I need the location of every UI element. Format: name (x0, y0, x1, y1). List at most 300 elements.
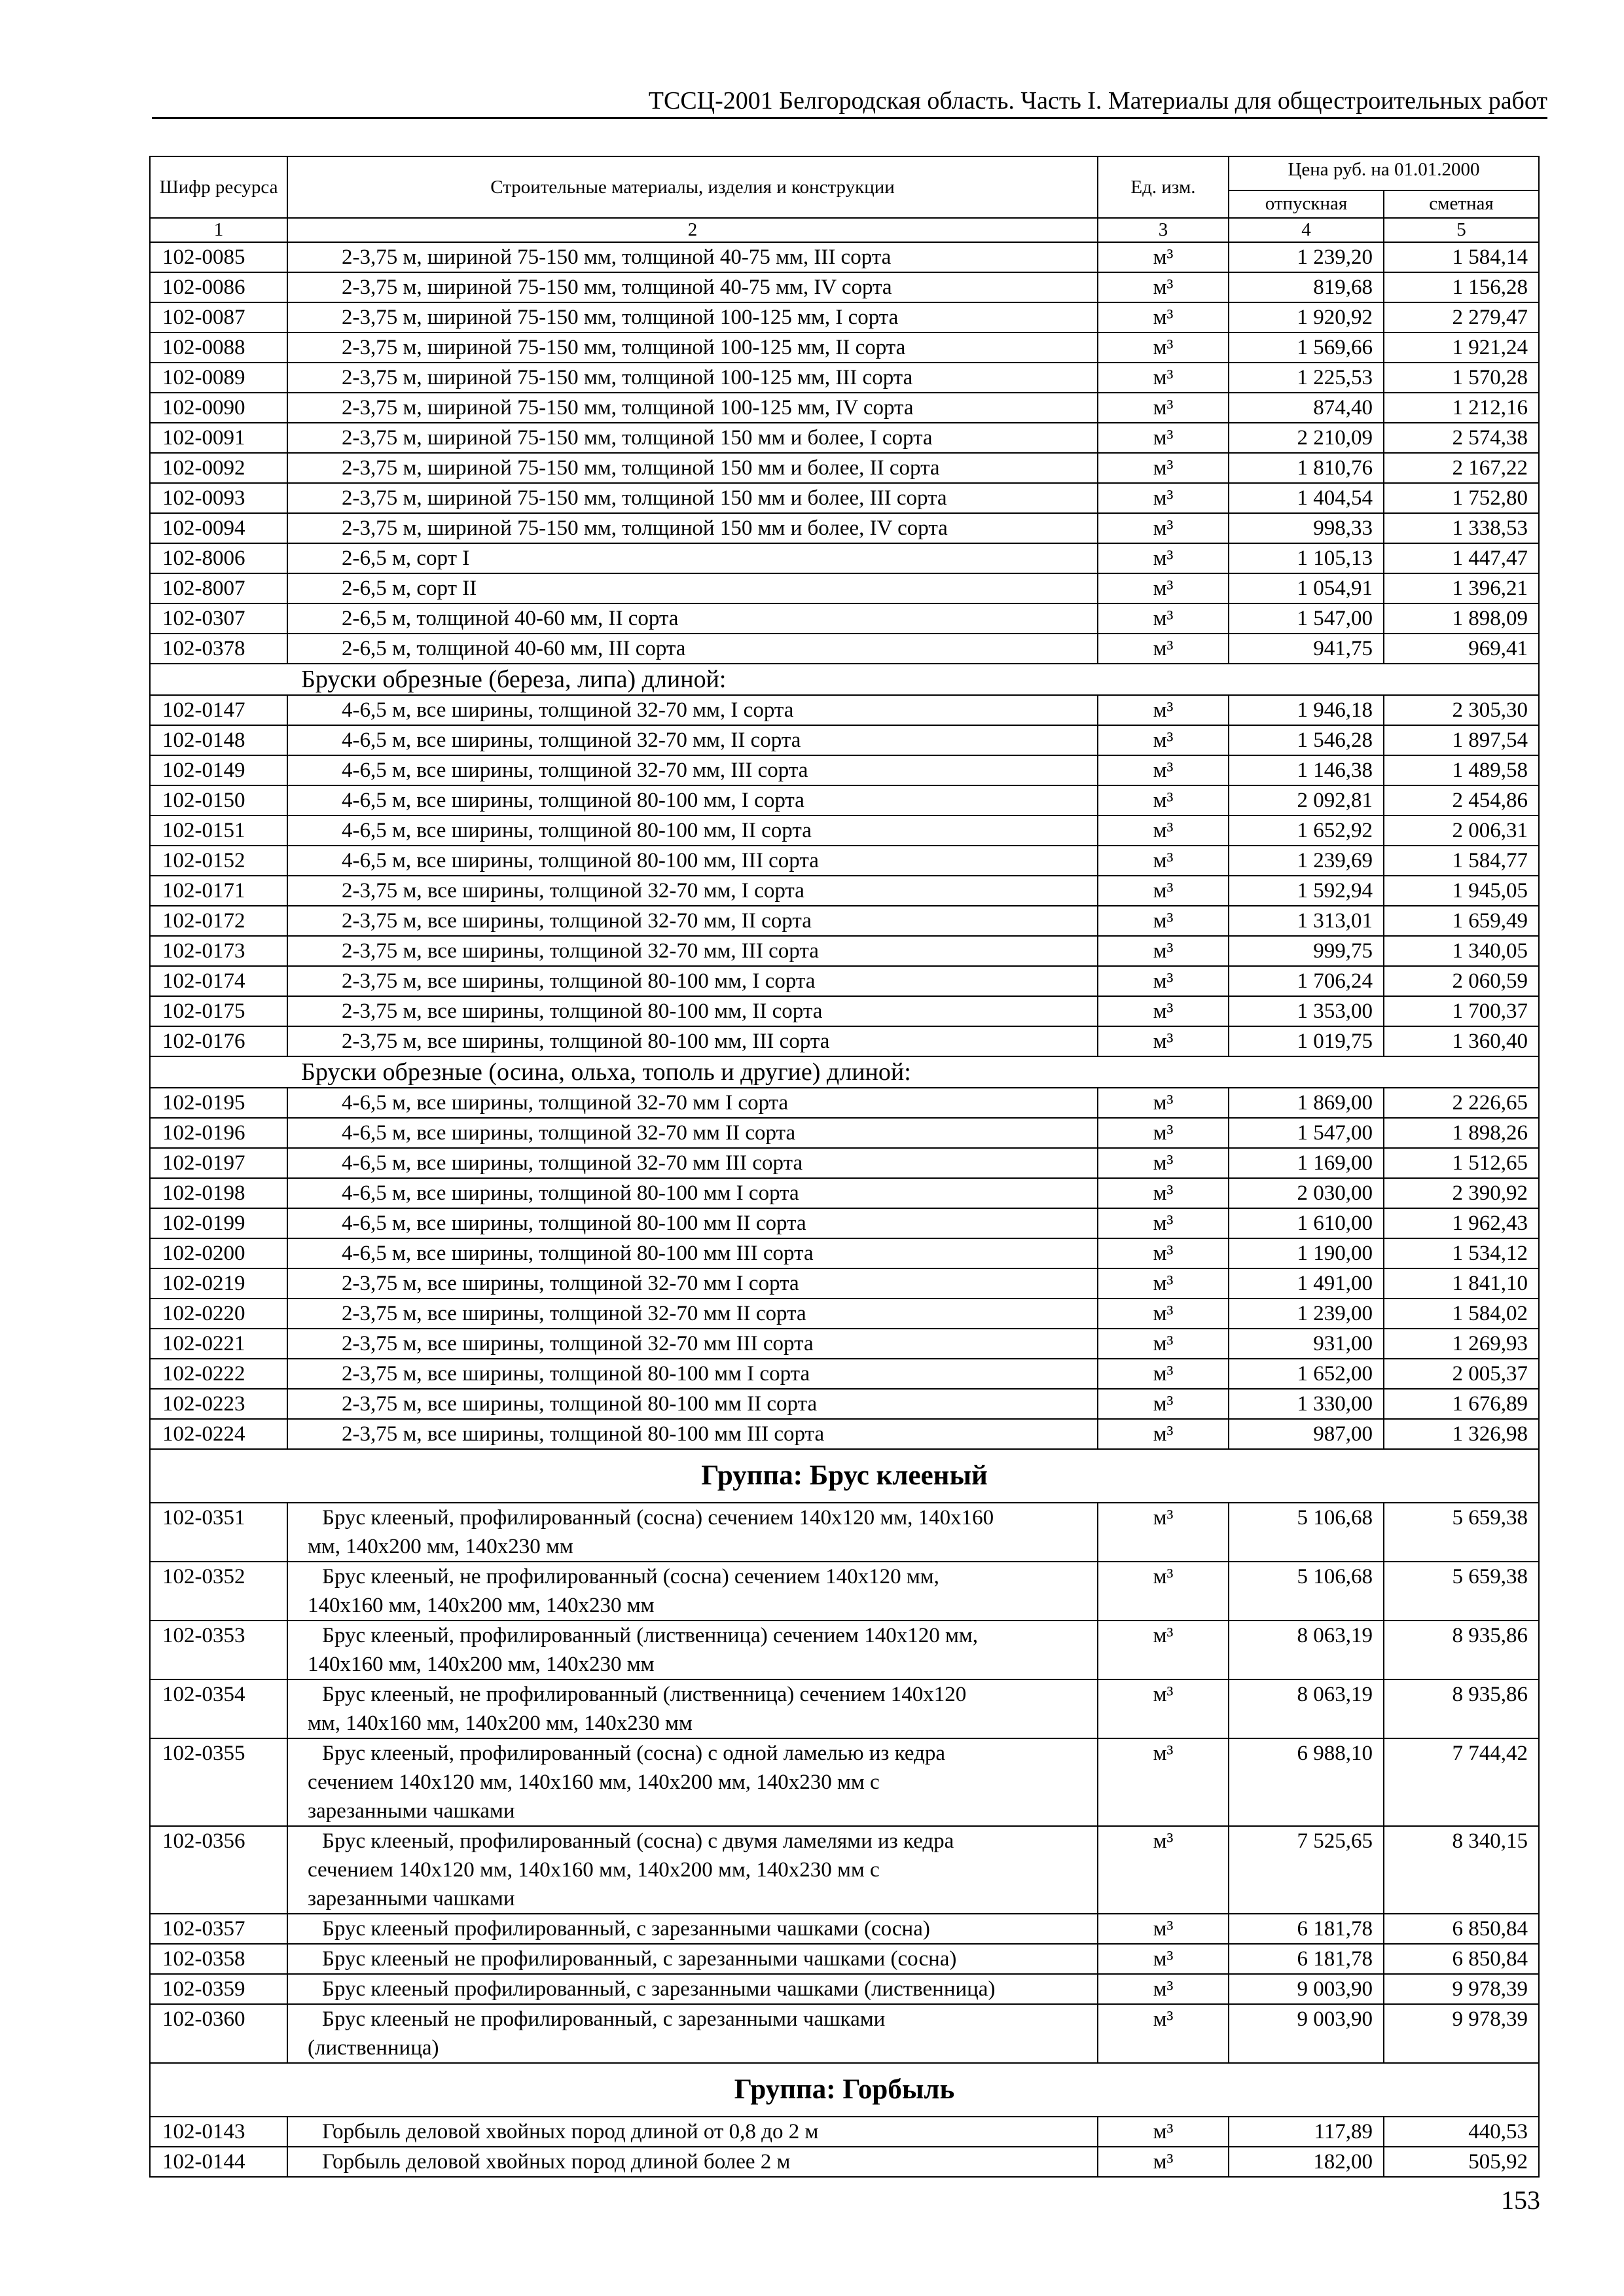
resource-code: 102-0352 (150, 1562, 287, 1621)
unit-of-measure: м³ (1098, 1329, 1229, 1359)
resource-code: 102-0174 (150, 966, 287, 996)
resource-code: 102-0173 (150, 936, 287, 966)
table-row (150, 996, 1539, 1026)
description-line: Брус клееный, профилированный (сосна) с двумя ламелями из кедра (322, 1829, 954, 1853)
unit-of-measure: м³ (1098, 453, 1229, 483)
unit-of-measure: м³ (1098, 695, 1229, 725)
material-description: 2-3,75 м, шириной 75-150 мм, толщиной 150 мм и более, I сорта (287, 423, 1098, 453)
release-price: 6 181,78 (1229, 1914, 1384, 1944)
release-price: 1 239,69 (1229, 846, 1384, 876)
estimate-price: 2 305,30 (1384, 695, 1539, 725)
resource-code: 102-0353 (150, 1621, 287, 1679)
unit-of-measure: м³ (1098, 1914, 1229, 1944)
resource-code: 102-0223 (150, 1389, 287, 1419)
table-row (150, 2147, 1539, 2177)
header-rule (152, 117, 1547, 119)
resource-code: 102-0171 (150, 876, 287, 906)
unit-of-measure: м³ (1098, 1974, 1229, 2004)
release-price: 1 610,00 (1229, 1208, 1384, 1238)
resource-code: 102-0143 (150, 2117, 287, 2147)
estimate-price: 1 897,54 (1384, 725, 1539, 755)
table-row (150, 1914, 1539, 1944)
table-row (150, 423, 1539, 453)
table-row (150, 1679, 1539, 1738)
release-price: 1 169,00 (1229, 1148, 1384, 1178)
description-line: мм, 140х160 мм, 140х200 мм, 140х230 мм (308, 1712, 693, 1735)
material-description: 2-3,75 м, все ширины, толщиной 80-100 мм I сорта (287, 1359, 1098, 1389)
table-row (150, 1503, 1539, 1562)
material-description: 4-6,5 м, все ширины, толщиной 32-70 мм, I сорта (287, 695, 1098, 725)
resource-code: 102-0224 (150, 1419, 287, 1449)
estimate-price: 2 005,37 (1384, 1359, 1539, 1389)
table-row (150, 603, 1539, 634)
estimate-price: 8 935,86 (1384, 1621, 1539, 1679)
column-numbers-row (150, 218, 1539, 242)
description-line: Брус клееный, профилированный (сосна) сечением 140х120 мм, 140х160 (322, 1506, 994, 1530)
description-line: Горбыль деловой хвойных пород длиной более 2 м (322, 2150, 791, 2174)
material-description (287, 1679, 1098, 1738)
unit-of-measure: м³ (1098, 816, 1229, 846)
header-price: Цена руб. на 01.01.2000 (1229, 156, 1539, 190)
table-row (150, 695, 1539, 725)
material-description: 2-3,75 м, шириной 75-150 мм, толщиной 100-125 мм, II сорта (287, 332, 1098, 363)
table-row (150, 1148, 1539, 1178)
subheading: Бруски обрезные (осина, ольха, тополь и другие) длиной: (150, 1056, 1539, 1088)
release-price: 8 063,19 (1229, 1621, 1384, 1679)
material-description: 2-6,5 м, сорт II (287, 573, 1098, 603)
table-row (150, 1208, 1539, 1238)
estimate-price: 1 676,89 (1384, 1389, 1539, 1419)
description-line: мм, 140х200 мм, 140х230 мм (308, 1535, 573, 1558)
resource-code: 102-0198 (150, 1178, 287, 1208)
resource-code: 102-0144 (150, 2147, 287, 2177)
table-row (150, 1118, 1539, 1148)
resource-code: 102-0195 (150, 1088, 287, 1118)
release-price: 931,00 (1229, 1329, 1384, 1359)
resource-code: 102-0360 (150, 2004, 287, 2063)
release-price: 5 106,68 (1229, 1503, 1384, 1562)
release-price: 1 313,01 (1229, 906, 1384, 936)
release-price: 874,40 (1229, 393, 1384, 423)
table-row (150, 1268, 1539, 1299)
resource-code: 102-0221 (150, 1329, 287, 1359)
resource-code: 102-0222 (150, 1359, 287, 1389)
description-line: 140х160 мм, 140х200 мм, 140х230 мм (308, 1653, 655, 1676)
unit-of-measure: м³ (1098, 1679, 1229, 1738)
unit-of-measure: м³ (1098, 302, 1229, 332)
table-row (150, 1738, 1539, 1826)
release-price: 9 003,90 (1229, 1974, 1384, 2004)
header-code: Шифр ресурса (150, 156, 287, 218)
table-row (150, 272, 1539, 302)
release-price: 1 706,24 (1229, 966, 1384, 996)
resource-code: 102-0092 (150, 453, 287, 483)
material-description: 2-3,75 м, все ширины, толщиной 32-70 мм I сорта (287, 1268, 1098, 1299)
estimate-price: 1 512,65 (1384, 1148, 1539, 1178)
material-description: 2-3,75 м, все ширины, толщиной 80-100 мм, II сорта (287, 996, 1098, 1026)
description-line: сечением 140х120 мм, 140х160 мм, 140х200 мм, 140х230 мм с (308, 1858, 880, 1882)
table-row (150, 2117, 1539, 2147)
table-row (150, 393, 1539, 423)
release-price: 1 019,75 (1229, 1026, 1384, 1056)
estimate-price: 2 006,31 (1384, 816, 1539, 846)
release-price: 1 546,28 (1229, 725, 1384, 755)
resource-code: 102-8006 (150, 543, 287, 573)
release-price: 5 106,68 (1229, 1562, 1384, 1621)
material-description: 2-3,75 м, шириной 75-150 мм, толщиной 100-125 мм, III сорта (287, 363, 1098, 393)
table-row (150, 936, 1539, 966)
resource-code: 102-0150 (150, 785, 287, 816)
unit-of-measure: м³ (1098, 906, 1229, 936)
estimate-price: 1 212,16 (1384, 393, 1539, 423)
material-description: 2-3,75 м, все ширины, толщиной 32-70 мм II сорта (287, 1299, 1098, 1329)
material-description (287, 2147, 1098, 2177)
resource-code: 102-0175 (150, 996, 287, 1026)
unit-of-measure: м³ (1098, 1419, 1229, 1449)
release-price: 1 353,00 (1229, 996, 1384, 1026)
material-description: 2-6,5 м, сорт I (287, 543, 1098, 573)
description-line: Брус клееный, не профилированный (сосна) сечением 140х120 мм, (322, 1565, 939, 1588)
unit-of-measure: м³ (1098, 2117, 1229, 2147)
release-price: 1 404,54 (1229, 483, 1384, 513)
unit-of-measure: м³ (1098, 1118, 1229, 1148)
release-price: 999,75 (1229, 936, 1384, 966)
material-description (287, 1974, 1098, 2004)
material-description: 4-6,5 м, все ширины, толщиной 80-100 мм, I сорта (287, 785, 1098, 816)
table-row (150, 1359, 1539, 1389)
group-heading: Группа: Горбыль (150, 2063, 1539, 2117)
release-price: 1 330,00 (1229, 1389, 1384, 1419)
page-header-title: ТССЦ-2001 Белгородская область. Часть I. Материалы для общестроительных работ (648, 87, 1547, 115)
estimate-price: 6 850,84 (1384, 1944, 1539, 1974)
release-price: 1 054,91 (1229, 573, 1384, 603)
column-number: 3 (1098, 218, 1229, 242)
table-row (150, 483, 1539, 513)
material-description: 2-6,5 м, толщиной 40-60 мм, III сорта (287, 634, 1098, 664)
resource-code: 102-0196 (150, 1118, 287, 1148)
header-price-release: отпускная (1229, 190, 1384, 218)
column-number: 4 (1229, 218, 1384, 242)
resource-code: 102-0087 (150, 302, 287, 332)
estimate-price: 1 396,21 (1384, 573, 1539, 603)
estimate-price: 1 534,12 (1384, 1238, 1539, 1268)
estimate-price: 5 659,38 (1384, 1562, 1539, 1621)
resource-code: 102-0089 (150, 363, 287, 393)
resource-code: 102-0147 (150, 695, 287, 725)
price-table-container (149, 156, 1538, 2178)
table-row (150, 1088, 1539, 1118)
table-row (150, 1238, 1539, 1268)
header-unit: Ед. изм. (1098, 156, 1229, 218)
table-row (150, 846, 1539, 876)
estimate-price: 1 360,40 (1384, 1026, 1539, 1056)
header-name: Строительные материалы, изделия и конструкции (287, 156, 1098, 218)
column-number: 2 (287, 218, 1098, 242)
table-row (150, 302, 1539, 332)
estimate-price: 1 898,09 (1384, 603, 1539, 634)
table-row (150, 785, 1539, 816)
unit-of-measure: м³ (1098, 1359, 1229, 1389)
estimate-price: 7 744,42 (1384, 1738, 1539, 1826)
estimate-price: 2 390,92 (1384, 1178, 1539, 1208)
release-price: 1 946,18 (1229, 695, 1384, 725)
unit-of-measure: м³ (1098, 543, 1229, 573)
estimate-price: 8 340,15 (1384, 1826, 1539, 1914)
description-line: сечением 140х120 мм, 140х160 мм, 140х200 мм, 140х230 мм с (308, 1770, 880, 1794)
release-price: 1 869,00 (1229, 1088, 1384, 1118)
resource-code: 102-0220 (150, 1299, 287, 1329)
unit-of-measure: м³ (1098, 483, 1229, 513)
release-price: 1 239,00 (1229, 1299, 1384, 1329)
table-row (150, 513, 1539, 543)
resource-code: 102-0149 (150, 755, 287, 785)
unit-of-measure: м³ (1098, 785, 1229, 816)
page-header (152, 82, 1547, 119)
resource-code: 102-0197 (150, 1148, 287, 1178)
resource-code: 102-0357 (150, 1914, 287, 1944)
resource-code: 102-0199 (150, 1208, 287, 1238)
resource-code: 102-0354 (150, 1679, 287, 1738)
resource-code: 102-0200 (150, 1238, 287, 1268)
unit-of-measure: м³ (1098, 242, 1229, 272)
material-description: 2-3,75 м, шириной 75-150 мм, толщиной 40-75 мм, IV сорта (287, 272, 1098, 302)
unit-of-measure: м³ (1098, 1738, 1229, 1826)
resource-code: 102-0359 (150, 1974, 287, 2004)
estimate-price: 1 752,80 (1384, 483, 1539, 513)
unit-of-measure: м³ (1098, 2147, 1229, 2177)
release-price: 819,68 (1229, 272, 1384, 302)
release-price: 117,89 (1229, 2117, 1384, 2147)
material-description (287, 1503, 1098, 1562)
resource-code: 102-0094 (150, 513, 287, 543)
estimate-price: 1 269,93 (1384, 1329, 1539, 1359)
table-row (150, 1944, 1539, 1974)
estimate-price: 1 156,28 (1384, 272, 1539, 302)
estimate-price: 2 279,47 (1384, 302, 1539, 332)
unit-of-measure: м³ (1098, 272, 1229, 302)
resource-code: 102-0172 (150, 906, 287, 936)
material-description: 2-3,75 м, все ширины, толщиной 32-70 мм, I сорта (287, 876, 1098, 906)
unit-of-measure: м³ (1098, 1503, 1229, 1562)
estimate-price: 2 060,59 (1384, 966, 1539, 996)
estimate-price: 2 574,38 (1384, 423, 1539, 453)
table-row (150, 543, 1539, 573)
resource-code: 102-0351 (150, 1503, 287, 1562)
release-price: 6 181,78 (1229, 1944, 1384, 1974)
estimate-price: 1 659,49 (1384, 906, 1539, 936)
estimate-price: 1 898,26 (1384, 1118, 1539, 1148)
table-row (150, 1389, 1539, 1419)
material-description: 2-6,5 м, толщиной 40-60 мм, II сорта (287, 603, 1098, 634)
material-description (287, 1562, 1098, 1621)
table-row (150, 876, 1539, 906)
unit-of-measure: м³ (1098, 996, 1229, 1026)
estimate-price: 2 454,86 (1384, 785, 1539, 816)
table-row (150, 1299, 1539, 1329)
material-description: 2-3,75 м, все ширины, толщиной 80-100 мм, I сорта (287, 966, 1098, 996)
release-price: 6 988,10 (1229, 1738, 1384, 1826)
release-price: 1 592,94 (1229, 876, 1384, 906)
material-description (287, 1738, 1098, 1826)
release-price: 1 547,00 (1229, 1118, 1384, 1148)
material-description (287, 1944, 1098, 1974)
description-line: Брус клееный, профилированный (лиственница) сечением 140х120 мм, (322, 1624, 978, 1647)
unit-of-measure: м³ (1098, 634, 1229, 664)
material-description: 4-6,5 м, все ширины, толщиной 32-70 мм I сорта (287, 1088, 1098, 1118)
estimate-price: 1 921,24 (1384, 332, 1539, 363)
unit-of-measure: м³ (1098, 755, 1229, 785)
material-description: 2-3,75 м, все ширины, толщиной 80-100 мм II сорта (287, 1389, 1098, 1419)
material-description: 2-3,75 м, шириной 75-150 мм, толщиной 150 мм и более, IV сорта (287, 513, 1098, 543)
unit-of-measure: м³ (1098, 936, 1229, 966)
description-line: зарезанными чашками (308, 1799, 515, 1823)
estimate-price: 1 447,47 (1384, 543, 1539, 573)
estimate-price: 8 935,86 (1384, 1679, 1539, 1738)
estimate-price: 9 978,39 (1384, 1974, 1539, 2004)
resource-code: 102-0086 (150, 272, 287, 302)
release-price: 1 810,76 (1229, 453, 1384, 483)
material-description (287, 1826, 1098, 1914)
unit-of-measure: м³ (1098, 2004, 1229, 2063)
resource-code: 102-0090 (150, 393, 287, 423)
table-row (150, 1178, 1539, 1208)
material-description (287, 2117, 1098, 2147)
table-row (150, 1974, 1539, 2004)
material-description: 4-6,5 м, все ширины, толщиной 80-100 мм III сорта (287, 1238, 1098, 1268)
release-price: 2 030,00 (1229, 1178, 1384, 1208)
table-row (150, 1026, 1539, 1056)
material-description: 4-6,5 м, все ширины, толщиной 80-100 мм, II сорта (287, 816, 1098, 846)
material-description (287, 2004, 1098, 2063)
table-row (150, 725, 1539, 755)
resource-code: 102-0219 (150, 1268, 287, 1299)
release-price: 8 063,19 (1229, 1679, 1384, 1738)
estimate-price: 1 841,10 (1384, 1268, 1539, 1299)
estimate-price: 1 962,43 (1384, 1208, 1539, 1238)
release-price: 941,75 (1229, 634, 1384, 664)
material-description: 2-3,75 м, все ширины, толщиной 32-70 мм, III сорта (287, 936, 1098, 966)
description-line: 140х160 мм, 140х200 мм, 140х230 мм (308, 1594, 655, 1617)
release-price: 1 920,92 (1229, 302, 1384, 332)
description-line: Брус клееный, не профилированный (лиственница) сечением 140х120 (322, 1683, 967, 1706)
material-description: 2-3,75 м, все ширины, толщиной 80-100 мм III сорта (287, 1419, 1098, 1449)
resource-code: 102-0091 (150, 423, 287, 453)
group-heading: Группа: Брус клееный (150, 1449, 1539, 1503)
unit-of-measure: м³ (1098, 423, 1229, 453)
table-row (150, 1419, 1539, 1449)
table-row (150, 573, 1539, 603)
description-line: Брус клееный не профилированный, с зарезанными чашками (322, 2007, 886, 2031)
estimate-price: 1 584,02 (1384, 1299, 1539, 1329)
material-description: 4-6,5 м, все ширины, толщиной 80-100 мм, III сорта (287, 846, 1098, 876)
unit-of-measure: м³ (1098, 513, 1229, 543)
unit-of-measure: м³ (1098, 1088, 1229, 1118)
material-description: 4-6,5 м, все ширины, толщиной 80-100 мм I сорта (287, 1178, 1098, 1208)
unit-of-measure: м³ (1098, 1621, 1229, 1679)
estimate-price: 1 700,37 (1384, 996, 1539, 1026)
resource-code: 102-0307 (150, 603, 287, 634)
unit-of-measure: м³ (1098, 603, 1229, 634)
description-line: Брус клееный, профилированный (сосна) с одной ламелью из кедра (322, 1742, 946, 1765)
estimate-price: 969,41 (1384, 634, 1539, 664)
release-price: 1 225,53 (1229, 363, 1384, 393)
unit-of-measure: м³ (1098, 573, 1229, 603)
description-line: (лиственница) (308, 2036, 439, 2060)
release-price: 1 491,00 (1229, 1268, 1384, 1299)
resource-code: 102-0151 (150, 816, 287, 846)
resource-code: 102-0356 (150, 1826, 287, 1914)
resource-code: 102-0176 (150, 1026, 287, 1056)
table-row (150, 755, 1539, 785)
resource-code: 102-0148 (150, 725, 287, 755)
estimate-price: 1 489,58 (1384, 755, 1539, 785)
release-price: 987,00 (1229, 1419, 1384, 1449)
table-row (150, 2004, 1539, 2063)
table-row (150, 363, 1539, 393)
unit-of-measure: м³ (1098, 363, 1229, 393)
unit-of-measure: м³ (1098, 393, 1229, 423)
table-row (150, 332, 1539, 363)
unit-of-measure: м³ (1098, 1826, 1229, 1914)
material-description: 2-3,75 м, все ширины, толщиной 80-100 мм, III сорта (287, 1026, 1098, 1056)
description-line: Брус клееный профилированный, с зарезанными чашками (лиственница) (322, 1977, 996, 2001)
column-number: 5 (1384, 218, 1539, 242)
unit-of-measure: м³ (1098, 846, 1229, 876)
estimate-price: 6 850,84 (1384, 1914, 1539, 1944)
release-price: 1 652,92 (1229, 816, 1384, 846)
material-description: 4-6,5 м, все ширины, толщиной 32-70 мм II сорта (287, 1118, 1098, 1148)
description-line: Горбыль деловой хвойных пород длиной от 0,8 до 2 м (322, 2120, 819, 2144)
release-price: 2 092,81 (1229, 785, 1384, 816)
page-number: 153 (1501, 2185, 1540, 2215)
estimate-price: 440,53 (1384, 2117, 1539, 2147)
unit-of-measure: м³ (1098, 725, 1229, 755)
unit-of-measure: м³ (1098, 1389, 1229, 1419)
material-description: 2-3,75 м, все ширины, толщиной 32-70 мм, II сорта (287, 906, 1098, 936)
table-row (150, 816, 1539, 846)
release-price: 998,33 (1229, 513, 1384, 543)
material-description: 2-3,75 м, шириной 75-150 мм, толщиной 100-125 мм, IV сорта (287, 393, 1098, 423)
unit-of-measure: м³ (1098, 1238, 1229, 1268)
estimate-price: 1 338,53 (1384, 513, 1539, 543)
resource-code: 102-0358 (150, 1944, 287, 1974)
table-row (150, 906, 1539, 936)
estimate-price: 1 945,05 (1384, 876, 1539, 906)
material-description: 2-3,75 м, все ширины, толщиной 32-70 мм III сорта (287, 1329, 1098, 1359)
material-description: 2-3,75 м, шириной 75-150 мм, толщиной 150 мм и более, III сорта (287, 483, 1098, 513)
material-description: 4-6,5 м, все ширины, толщиной 32-70 мм, II сорта (287, 725, 1098, 755)
unit-of-measure: м³ (1098, 332, 1229, 363)
estimate-price: 2 167,22 (1384, 453, 1539, 483)
table-row (150, 453, 1539, 483)
release-price: 1 146,38 (1229, 755, 1384, 785)
release-price: 1 190,00 (1229, 1238, 1384, 1268)
material-description: 2-3,75 м, шириной 75-150 мм, толщиной 40-75 мм, III сорта (287, 242, 1098, 272)
estimate-price: 1 326,98 (1384, 1419, 1539, 1449)
table-row (150, 1329, 1539, 1359)
release-price: 1 569,66 (1229, 332, 1384, 363)
description-line: Брус клееный не профилированный, с зарезанными чашками (сосна) (322, 1947, 957, 1971)
material-description: 2-3,75 м, шириной 75-150 мм, толщиной 150 мм и более, II сорта (287, 453, 1098, 483)
material-description: 4-6,5 м, все ширины, толщиной 32-70 мм III сорта (287, 1148, 1098, 1178)
estimate-price: 1 584,14 (1384, 242, 1539, 272)
unit-of-measure: м³ (1098, 1944, 1229, 1974)
resource-code: 102-0093 (150, 483, 287, 513)
table-row (150, 1621, 1539, 1679)
release-price: 182,00 (1229, 2147, 1384, 2177)
release-price: 1 239,20 (1229, 242, 1384, 272)
unit-of-measure: м³ (1098, 1026, 1229, 1056)
